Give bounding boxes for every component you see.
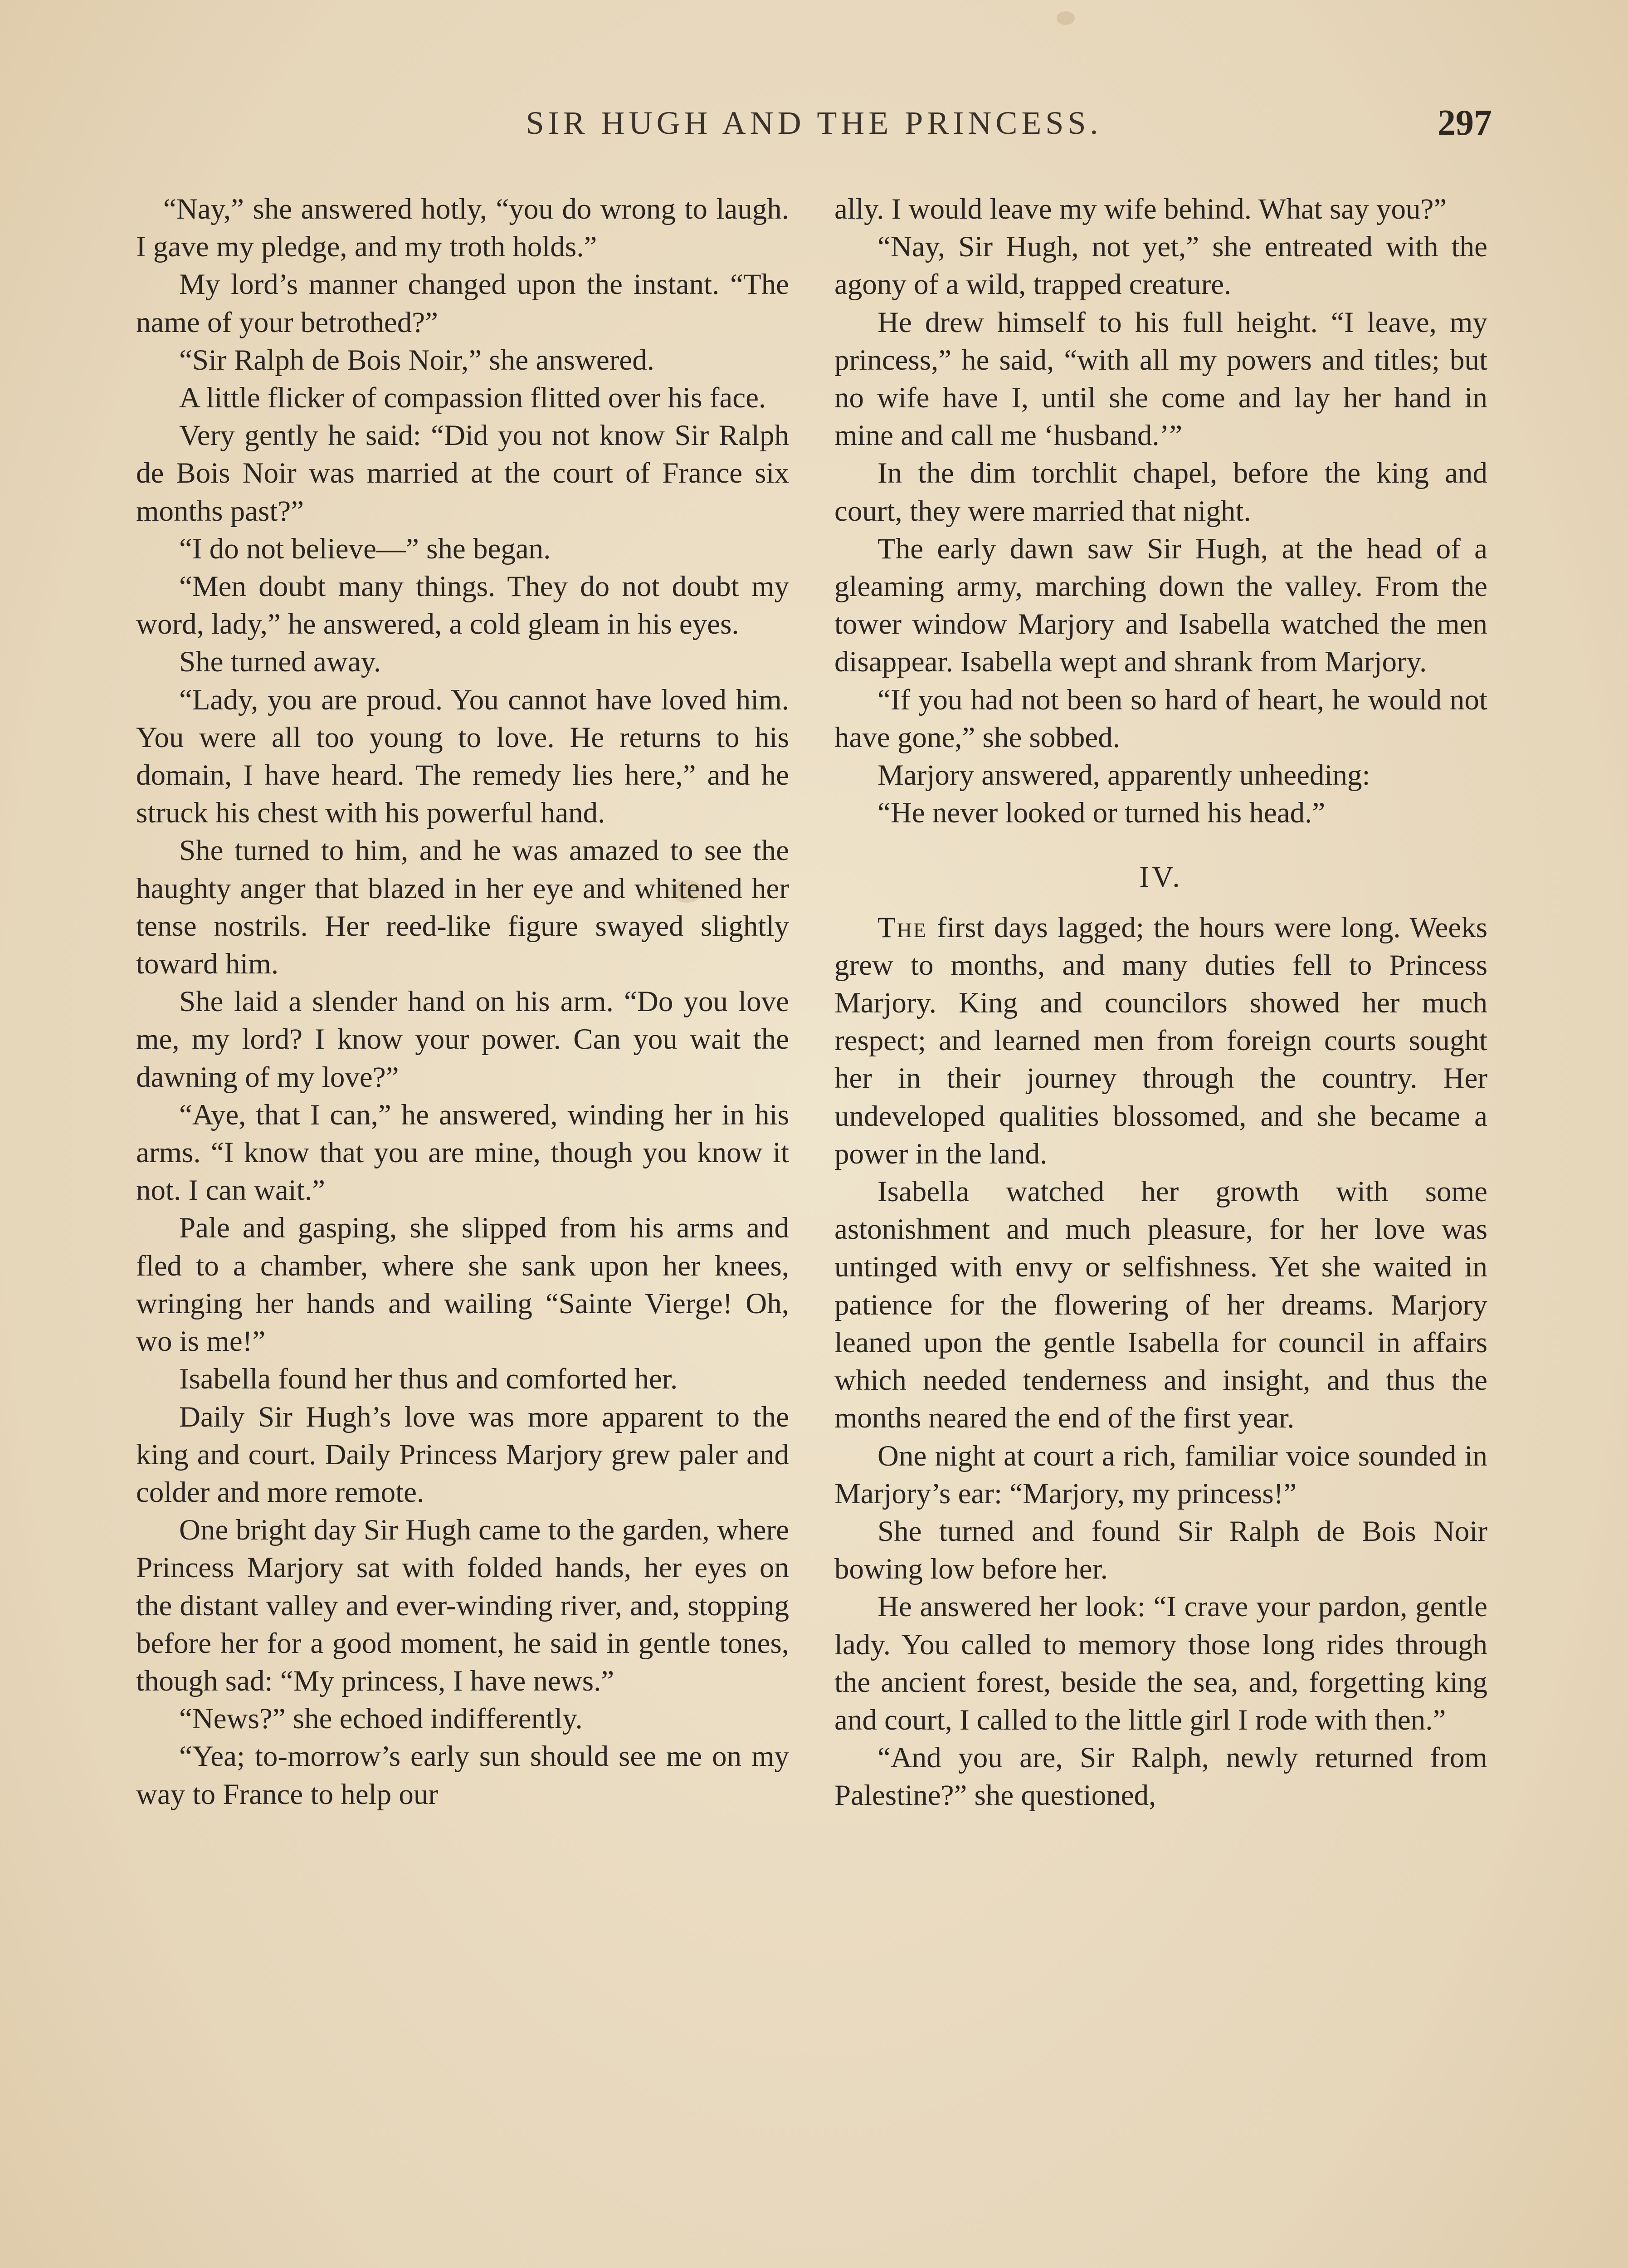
paragraph: She laid a slender hand on his arm. “Do you love me, my lord? I know your power. Can you wait the dawning of my love?” <box>136 985 789 1094</box>
paragraph: “He never looked or turned his head.” <box>877 797 1326 830</box>
paragraph: Very gently he said: “Did you not know Sir Ralph de Bois Noir was married at the court of France six months past?” <box>136 419 789 528</box>
paragraph: “Men doubt many things. They do not doubt my word, lady,” he answered, a cold gleam in his eyes. <box>136 570 789 641</box>
paragraph: “I do not believe—” she began. <box>179 532 551 565</box>
paragraph: ally. I would leave my wife behind. What say you?” <box>834 193 1447 225</box>
section-heading: IV. <box>1139 860 1183 894</box>
paragraph: One night at court a rich, familiar voice sounded in Marjory’s ear: “Marjory, my princess!” <box>834 1439 1487 1510</box>
opening-text: first days lagged; the hours were long. Weeks grew to months, and many duties fell to Princess Marjory. King and councilors showed her much respect; and learned men from foreign courts sought her in their journey through the country. Her undeveloped qualities blossomed, and she became a power in the land. <box>834 911 1487 1170</box>
paragraph: “Sir Ralph de Bois Noir,” she answered. <box>179 343 654 376</box>
running-title: SIR HUGH AND THE PRINCESS. <box>526 105 1102 141</box>
running-head <box>0 104 1628 154</box>
paragraph: She turned away. <box>179 645 381 679</box>
paragraph: “News?” she echoed indifferently. <box>179 1702 583 1735</box>
paragraph: “And you are, Sir Ralph, newly returned from Palestine?” she questioned, <box>834 1741 1487 1812</box>
paragraph: She turned and found Sir Ralph de Bois Noir bowing low before her. <box>834 1515 1487 1586</box>
paragraph: He answered her look: “I crave your pardon, gentle lady. You called to memory those long rides through the ancient forest, beside the sea, and, forgetting king and court, I called to the little girl I rode with then.” <box>834 1590 1487 1736</box>
paragraph: One bright day Sir Hugh came to the garden, where Princess Marjory sat with folded hands, her eyes on the distant valley and ever-winding river, and, stopping before her for a good moment, he said in gentle tones, though sad: “My princess, I have news.” <box>136 1514 789 1697</box>
paragraph: Marjory answered, apparently unheeding: <box>877 759 1370 792</box>
paper-stain <box>1057 11 1075 25</box>
paragraph: In the dim torchlit chapel, before the king and court, they were married that night. <box>834 457 1487 528</box>
right-column <box>834 191 1487 2268</box>
opening-small-caps: The <box>877 911 928 944</box>
paragraph: “Lady, you are proud. You cannot have loved him. You were all too young to love. He returns to his domain, I have heard. The remedy lies here,” and he struck his chest with his powerful hand. <box>136 683 789 830</box>
page-number: 297 <box>1438 103 1492 143</box>
paragraph: She turned to him, and he was amazed to see the haughty anger that blazed in her eye and whitened her tense nostrils. Her reed-like figure swayed slightly toward him. <box>136 834 789 981</box>
paragraph: “Yea; to-morrow’s early sun should see me on my way to France to help our <box>136 1740 789 1811</box>
paragraph: My lord’s manner changed upon the instant. “The name of your betrothed?” <box>136 268 789 339</box>
left-column <box>136 191 789 2268</box>
paragraph: “If you had not been so hard of heart, he would not have gone,” she sobbed. <box>834 683 1487 754</box>
paragraph: “Aye, that I can,” he answered, winding her in his arms. “I know that you are mine, though you know it not. I can wait.” <box>136 1098 789 1207</box>
paragraph: A little flicker of compassion flitted over his face. <box>179 381 766 415</box>
paragraph: He drew himself to his full height. “I leave, my princess,” he said, “with all my powers and titles; but no wife have I, until she come and lay her hand in mine and call me ‘husband.’” <box>834 306 1487 452</box>
paragraph: Isabella watched her growth with some astonishment and much pleasure, for her love was untinged with envy or selfishness. Yet she waited in patience for the flowering of her dreams. Marjory leaned upon the gentle Isabella for council in affairs which needed tenderness and insight, and thus the months neared the end of the first year. <box>834 1175 1487 1435</box>
paragraph: Isabella found her thus and comforted her. <box>179 1363 678 1396</box>
paragraph: “Nay, Sir Hugh, not yet,” she entreated with the agony of a wild, trapped creature. <box>834 230 1487 301</box>
paragraph: Daily Sir Hugh’s love was more apparent to the king and court. Daily Princess Marjory grew paler and colder and more remote. <box>136 1400 789 1509</box>
paragraph: “Nay,” she answered hotly, “you do wrong to laugh. I gave my pledge, and my troth holds.” <box>136 193 789 264</box>
paragraph: Pale and gasping, she slipped from his arms and fled to a chamber, where she sank upon her knees, wringing her hands and wailing “Sainte Vierge! Oh, wo is me!” <box>136 1212 789 1358</box>
section-opening-paragraph <box>834 909 1487 1173</box>
paragraph: The early dawn saw Sir Hugh, at the head of a gleaming army, marching down the valley. From the tower window Marjory and Isabella watched the men disappear. Isabella wept and shrank from Marjory. <box>834 532 1487 679</box>
